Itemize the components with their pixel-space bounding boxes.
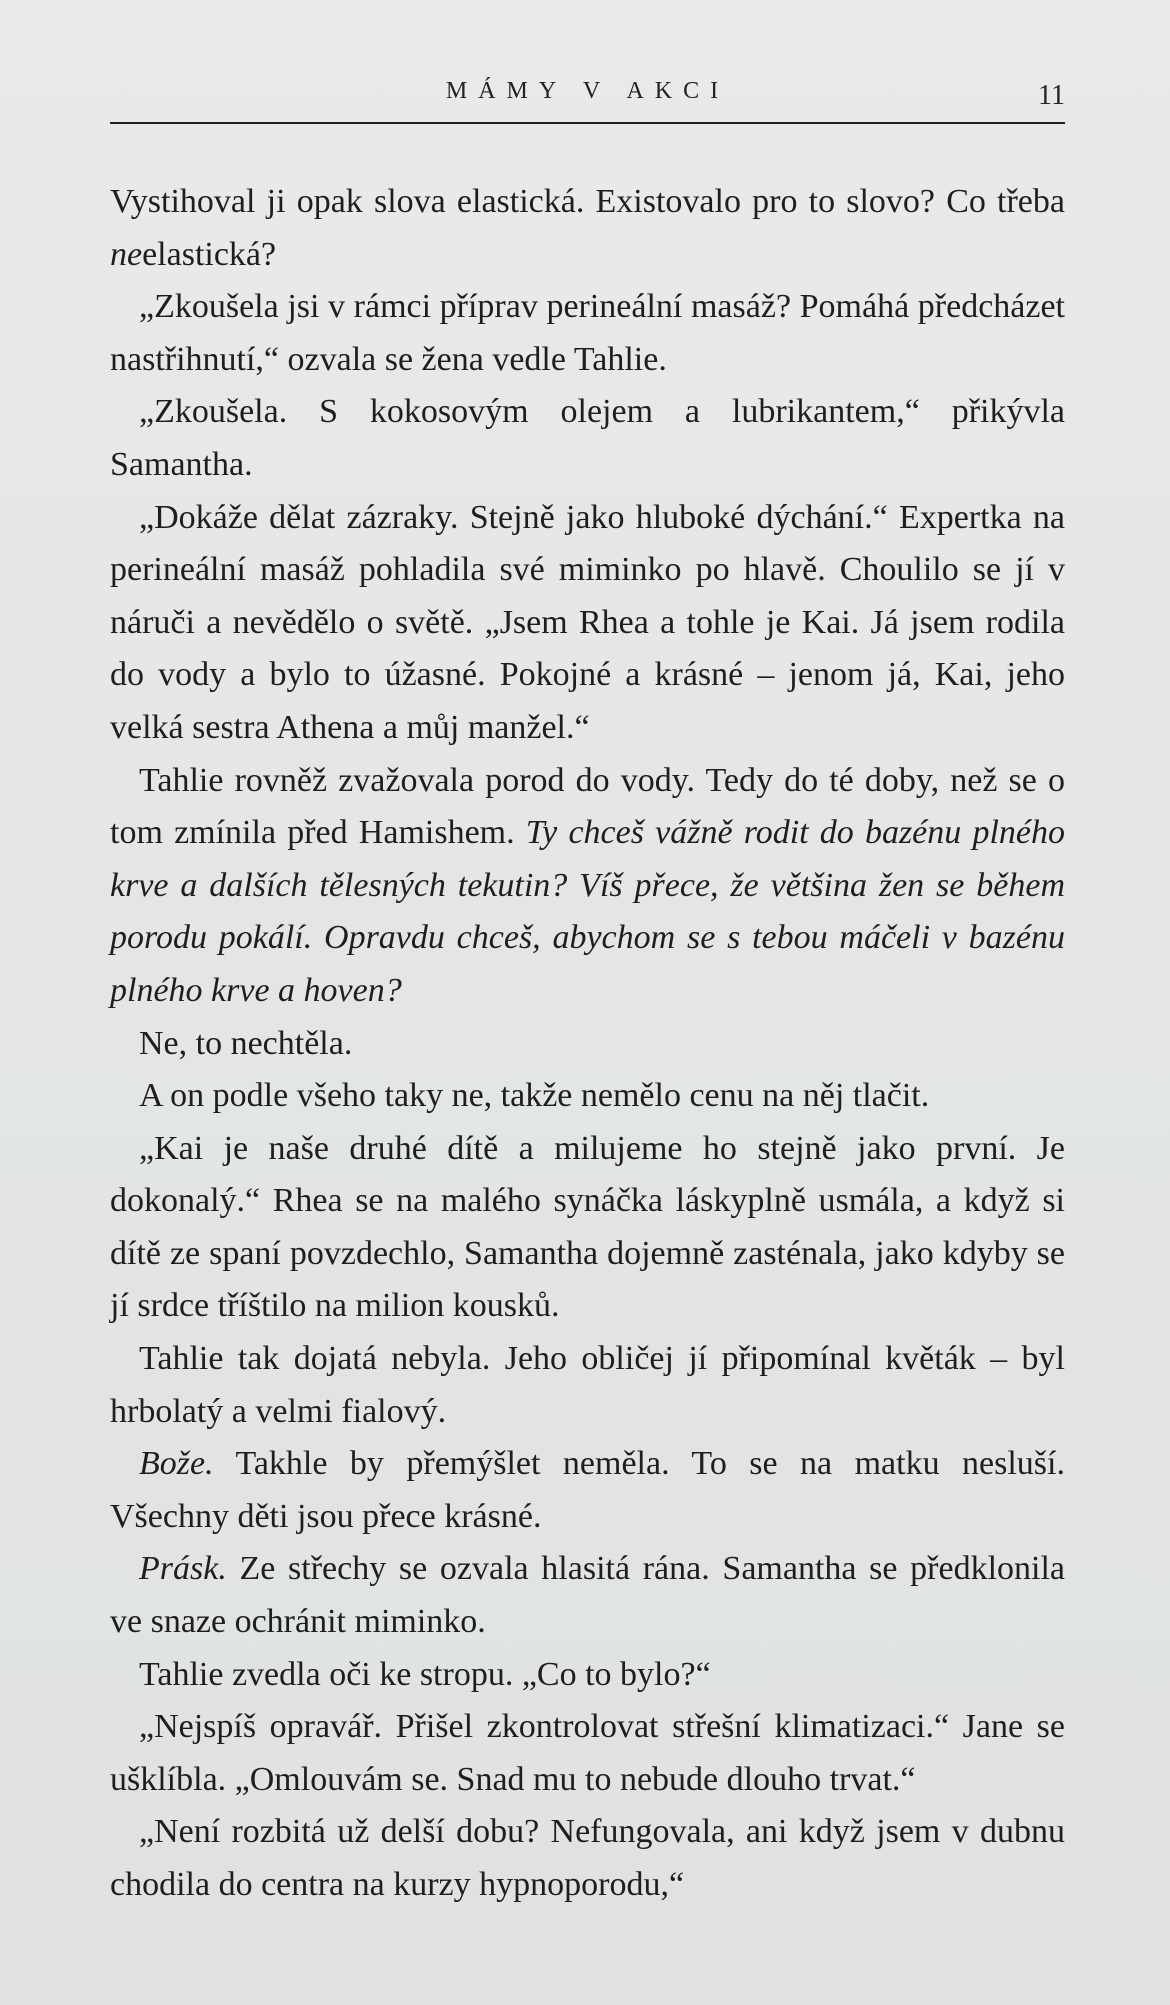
paragraph xyxy=(110,1438,1065,1543)
text-run: A on podle všeho taky ne, takže nemělo cenu na něj tlačit. xyxy=(139,1077,930,1115)
running-header xyxy=(110,78,1065,118)
text-run: „Zkoušela. S kokosovým olejem a lubrikantem,“ přikývla Samantha. xyxy=(110,393,1065,483)
paragraph xyxy=(110,1070,1065,1123)
text-run: „Zkoušela jsi v rámci příprav perineální masáž? Pomáhá předcházet nastřihnutí,“ ozvala se žena vedle Tahlie. xyxy=(110,288,1065,378)
text-run: elastická? xyxy=(142,235,277,273)
paragraph xyxy=(110,1018,1065,1071)
text-run: Ze střechy se ozvala hlasitá rána. Samantha se předklonila ve snaze ochránit miminko. xyxy=(110,1550,1065,1641)
paragraph xyxy=(110,1649,1065,1702)
paragraph xyxy=(110,755,1065,1018)
paragraph xyxy=(110,1333,1065,1438)
paragraph xyxy=(110,1806,1065,1911)
italic-text: ne xyxy=(110,235,143,273)
paragraph xyxy=(110,492,1065,755)
text-run: Tahlie zvedla oči ke stropu. „Co to bylo?“ xyxy=(139,1655,711,1693)
text-run: Takhle by přemýšlet neměla. To se na matku nesluší. Všechny děti jsou přece krásné. xyxy=(110,1445,1065,1535)
text-run: „Dokáže dělat zázraky. Stejně jako hluboké dýchání.“ Expertka na perineální masáž pohladila své miminko po hlavě. Choulilo se jí v náruči a nevědělo o světě. „Jsem Rhea a tohle je Kai. Já jsem rodila do vody a bylo to úžasné. Pokojné a krásné – jenom já, Kai, jeho velká sestra Athena a můj manžel.“ xyxy=(110,498,1065,746)
page-number: 11 xyxy=(1038,80,1065,111)
paragraph xyxy=(110,1701,1065,1806)
paragraph xyxy=(110,386,1065,491)
paragraph xyxy=(110,1123,1065,1333)
text-run: Ne, to nechtěla. xyxy=(139,1024,353,1062)
italic-text: Prásk. xyxy=(139,1550,227,1588)
paragraph xyxy=(110,281,1065,386)
paragraph xyxy=(110,1543,1065,1648)
running-title: MÁMY V AKCI xyxy=(445,78,730,104)
paragraph xyxy=(110,176,1065,281)
body-text xyxy=(110,176,1065,1912)
text-run: „Kai je naše druhé dítě a milujeme ho stejně jako první. Je dokonalý.“ Rhea se na malého synáčka láskyplně usmála, a když si dítě ze spaní povzdechlo, Samantha dojemně zasténala, jako kdyby se jí srdce tříštilo na milion kousků. xyxy=(110,1129,1065,1325)
italic-text: Ty chceš vážně rodit do bazénu plného krve a dalších tělesných tekutin? Víš přece, že většina žen se během porodu pokálí. Opravdu chceš, abychom se s tebou máčeli v bazénu plného krve a hoven? xyxy=(110,814,1065,1009)
text-run: Tahlie tak dojatá nebyla. Jeho obličej jí připomínal květák – byl hrbolatý a velmi fialový. xyxy=(110,1340,1065,1430)
header-rule xyxy=(110,122,1065,124)
italic-text: Bože. xyxy=(139,1445,214,1483)
text-run: Tahlie rovněž zvažovala porod do vody. Tedy do té doby, než se o tom zmínila před Hamishem. xyxy=(110,761,1065,852)
text-run: Vystihoval ji opak slova elastická. Existovalo pro to slovo? Co třeba xyxy=(110,183,1065,220)
text-run: „Nejspíš opravář. Přišel zkontrolovat střešní klimatizaci.“ Jane se ušklíbla. „Omlouvám se. Snad mu to nebude dlouho trvat.“ xyxy=(110,1708,1065,1798)
text-run: „Není rozbitá už delší dobu? Nefungovala, ani když jsem v dubnu chodila do centra na kurzy hypnoporodu,“ xyxy=(110,1813,1065,1903)
